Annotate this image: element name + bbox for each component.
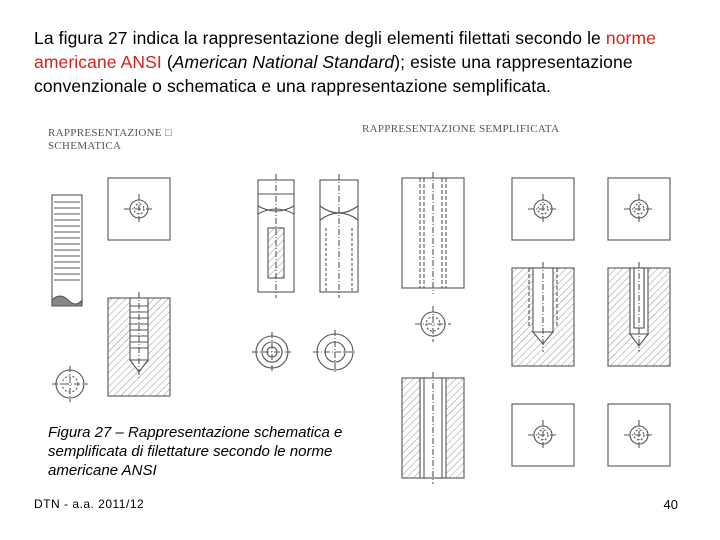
schematic-label-line1: RAPPRESENTAZIONE (48, 127, 162, 139)
schematic-fastener-b-end (313, 330, 357, 374)
schematic-tapped-block-section (108, 292, 170, 396)
schematic-fastener-a (258, 174, 294, 298)
intro-ansi-highlight: norme americane ANSI (34, 28, 656, 72)
simplified-blind-hole-section (512, 262, 574, 366)
simplified-through-thread-hatched (402, 372, 464, 484)
schematic-fastener-a-end (252, 332, 292, 372)
footer-course: DTN - a.a. 2011/12 (34, 497, 145, 511)
schematic-bolt-view (52, 195, 82, 306)
simplified-block-plan-2 (512, 404, 574, 466)
schematic-bolt-end-view (52, 366, 88, 402)
page-number: 40 (663, 497, 678, 512)
intro-text-2: ( (161, 52, 173, 72)
schematic-fastener-b (320, 174, 358, 298)
simplified-through-thread-plan (415, 306, 451, 342)
simplified-right-plan-2 (608, 404, 670, 466)
simplified-right-stud-section (608, 262, 670, 366)
intro-text-1: La figura 27 indica la rappresentazione degli elementi filettati secondo le (34, 28, 606, 48)
simplified-through-thread-section (402, 172, 464, 294)
intro-text-3: ); esiste una rappresentazione convenzionale o schematica e una rappresentazione semplificata. (34, 52, 633, 96)
simplified-block-plan (512, 178, 574, 240)
simplified-label: RAPPRESENTAZIONE SEMPLIFICATA (362, 123, 560, 135)
figure-caption: Figura 27 – Rappresentazione schematica e semplificata di filettature secondo le norme americane ANSI (48, 424, 343, 479)
schematic-label-line2: SCHEMATICA (48, 140, 122, 152)
schematic-label-box: □ (165, 127, 172, 139)
intro-ansi-fullname: American National Standard (172, 52, 395, 72)
simplified-right-plan (608, 178, 670, 240)
schematic-tapped-block-plan (108, 178, 170, 240)
